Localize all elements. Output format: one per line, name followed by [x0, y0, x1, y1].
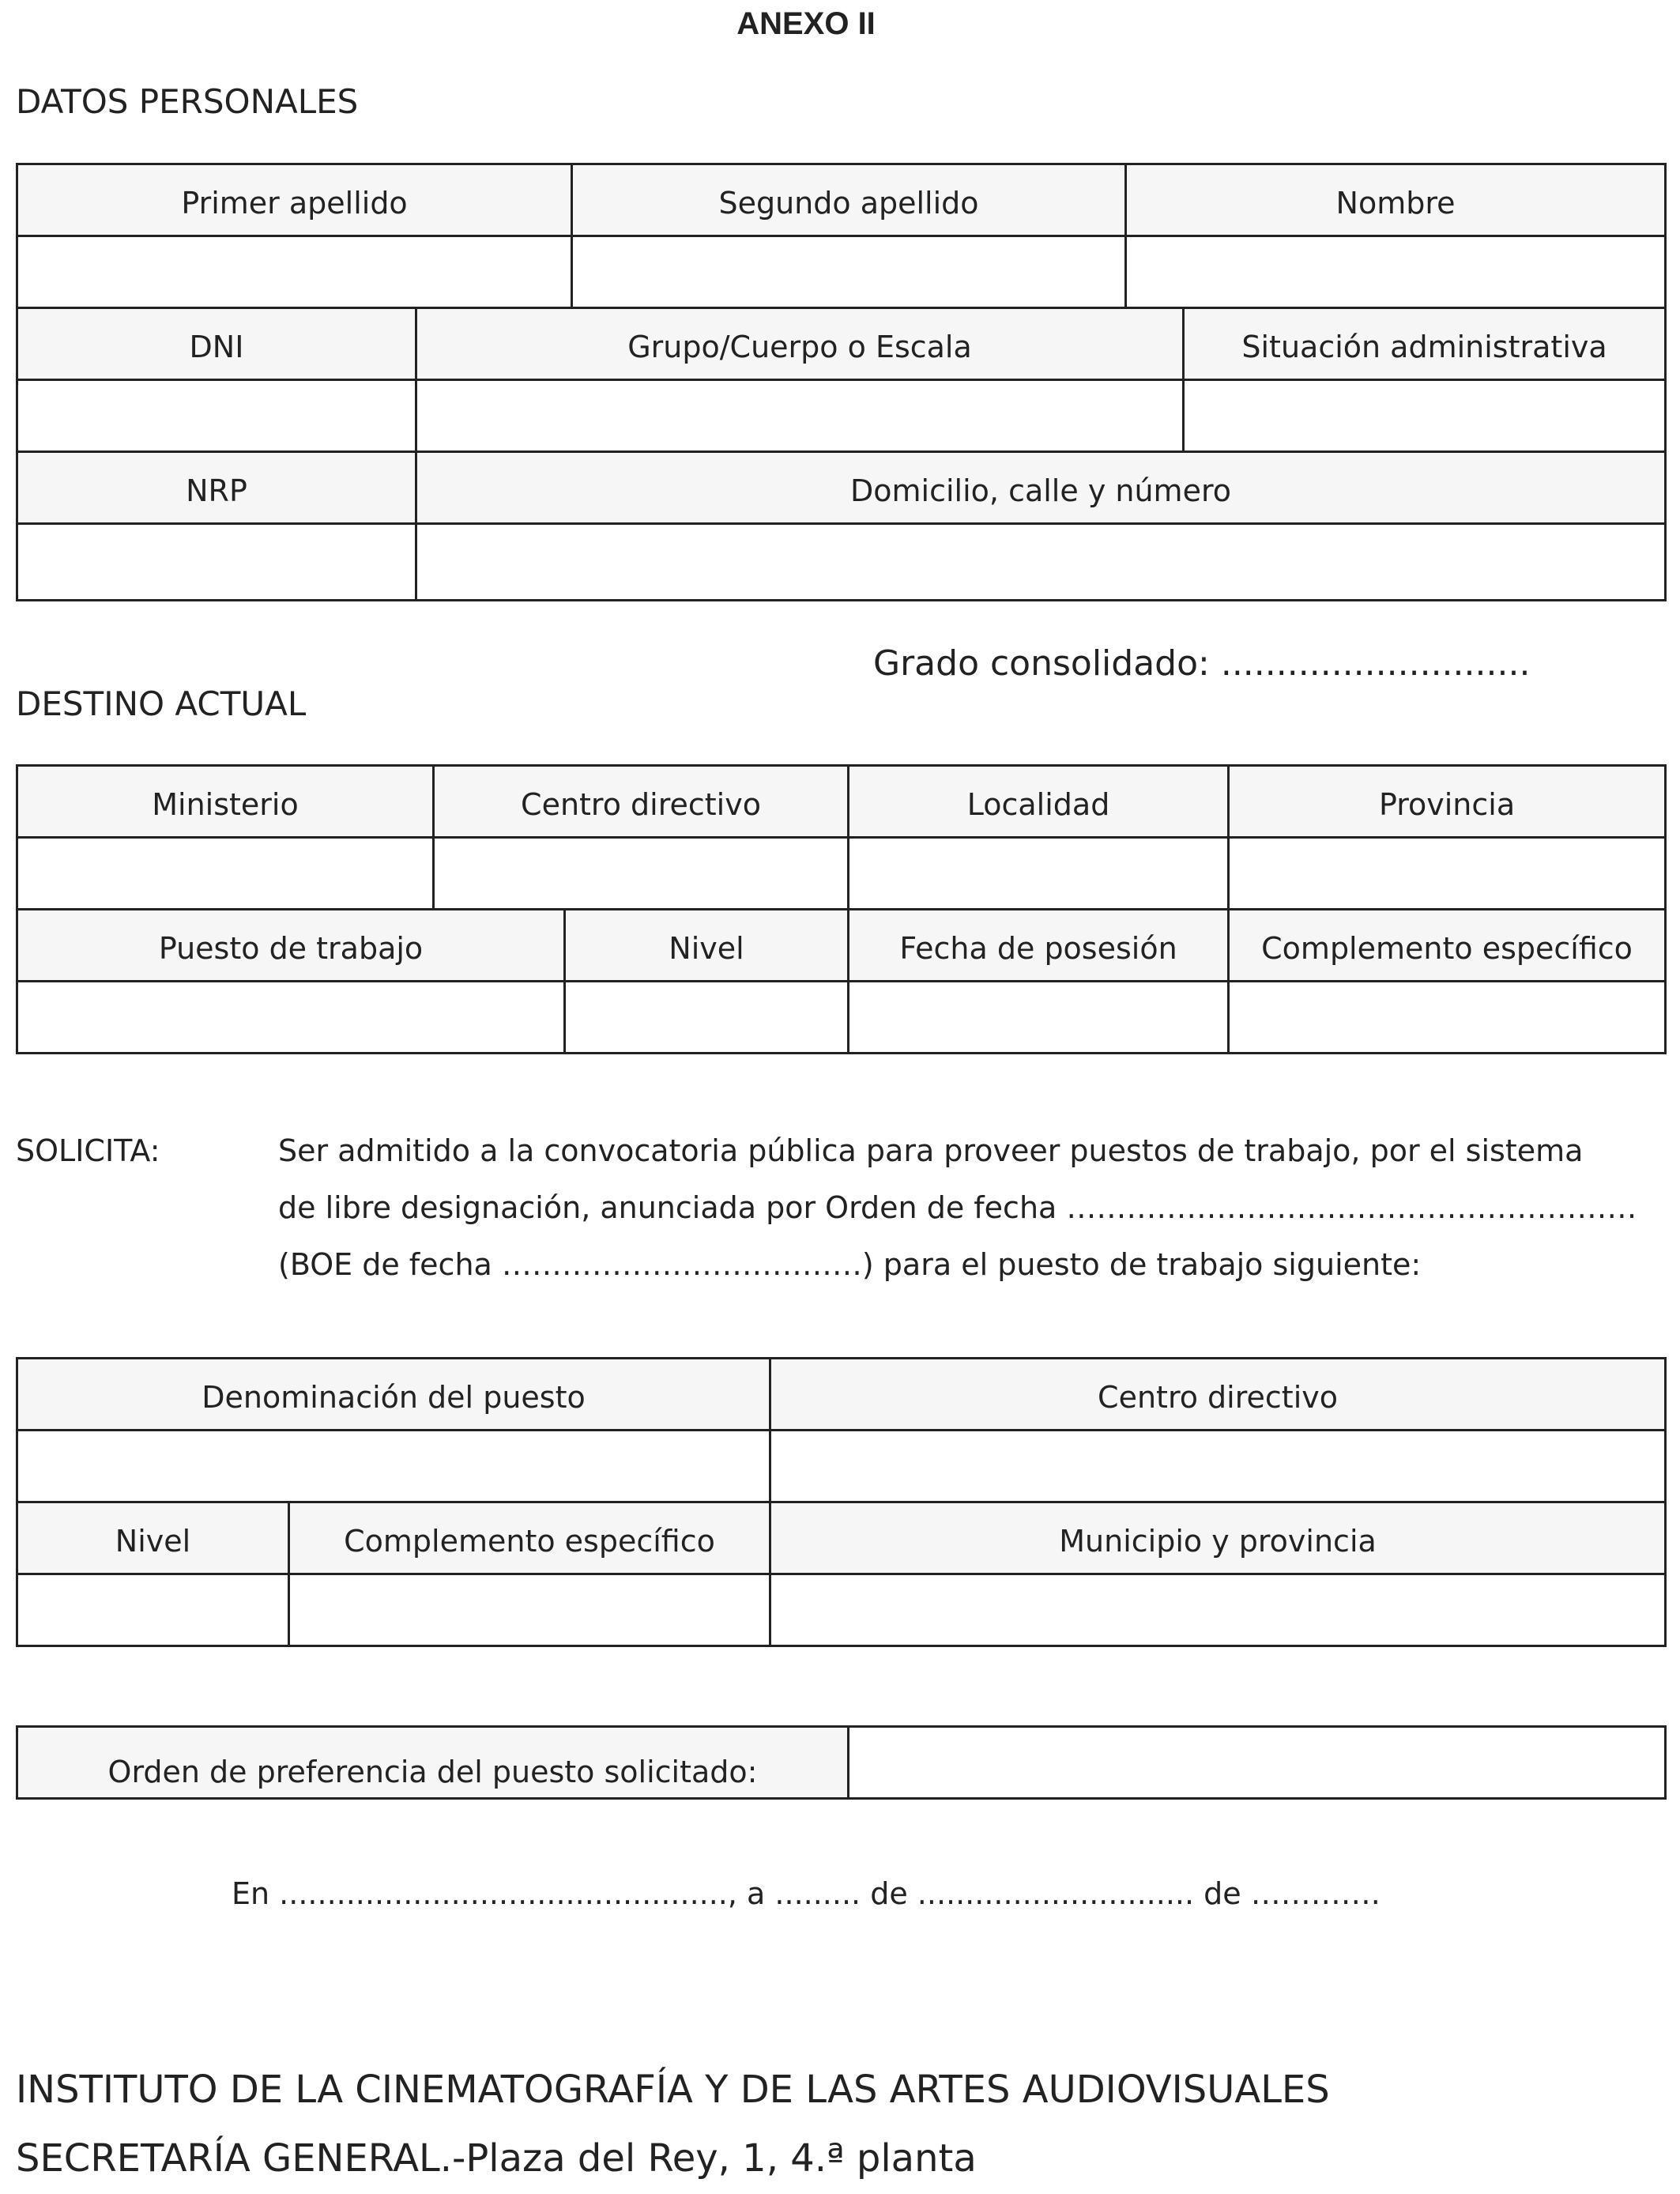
puesto-nivel-label: Nivel	[17, 1502, 289, 1574]
dni-label: DNI	[17, 308, 416, 380]
datos-personales-table	[16, 163, 1667, 601]
localidad-field[interactable]	[849, 838, 1229, 910]
nrp-field[interactable]	[17, 524, 416, 601]
centro-directivo-field[interactable]	[434, 838, 849, 910]
footer-institution: INSTITUTO DE LA CINEMATOGRAFÍA Y DE LAS ARTES AUDIOVISUALES	[16, 2068, 1330, 2112]
provincia-label: Provincia	[1229, 766, 1666, 838]
fecha-posesion-field[interactable]	[849, 982, 1229, 1054]
puesto-trabajo-field[interactable]	[17, 982, 565, 1054]
domicilio-label: Domicilio, calle y número	[416, 452, 1666, 524]
destino-actual-table	[16, 764, 1667, 1054]
municipio-provincia-label: Municipio y provincia	[770, 1502, 1666, 1574]
primer-apellido-label: Primer apellido	[17, 164, 572, 236]
puesto-complemento-field[interactable]	[289, 1574, 770, 1646]
puesto-nivel-field[interactable]	[17, 1574, 289, 1646]
solicita-label: SOLICITA:	[16, 1133, 160, 1168]
ministerio-field[interactable]	[17, 838, 434, 910]
puesto-centro-directivo-field[interactable]	[770, 1431, 1666, 1502]
nombre-field[interactable]	[1126, 236, 1666, 308]
primer-apellido-field[interactable]	[17, 236, 572, 308]
municipio-provincia-field[interactable]	[770, 1574, 1666, 1646]
orden-preferencia-label: Orden de preferencia del puesto solicitado:	[17, 1727, 849, 1799]
solicita-line-1: Ser admitido a la convocatoria pública para proveer puestos de trabajo, por el sistema	[278, 1133, 1584, 1168]
puesto-complemento-label: Complemento específico	[289, 1502, 770, 1574]
nombre-label: Nombre	[1126, 164, 1666, 236]
puesto-solicitado-table	[16, 1357, 1667, 1647]
fecha-lugar-line: En ..............................................., a ......... de ............................. de ………….	[232, 1876, 1381, 1911]
grupo-cuerpo-label: Grupo/Cuerpo o Escala	[416, 308, 1184, 380]
solicita-line-3: (BOE de fecha ………………………………) para el puesto de trabajo siguiente:	[278, 1247, 1422, 1282]
complemento-especifico-label: Complemento específico	[1229, 910, 1666, 982]
localidad-label: Localidad	[849, 766, 1229, 838]
centro-directivo-label: Centro directivo	[434, 766, 849, 838]
grado-consolidado: Grado consolidado: ............................	[873, 643, 1531, 684]
nivel-field[interactable]	[565, 982, 849, 1054]
domicilio-field[interactable]	[416, 524, 1666, 601]
nrp-label: NRP	[17, 452, 416, 524]
segundo-apellido-label: Segundo apellido	[572, 164, 1126, 236]
datos-personales-heading: DATOS PERSONALES	[16, 82, 359, 121]
orden-preferencia-table	[16, 1725, 1667, 1800]
grupo-cuerpo-field[interactable]	[416, 380, 1184, 452]
dni-field[interactable]	[17, 380, 416, 452]
denominacion-puesto-label: Denominación del puesto	[17, 1359, 770, 1431]
complemento-especifico-field[interactable]	[1229, 982, 1666, 1054]
orden-preferencia-field[interactable]	[849, 1727, 1666, 1799]
segundo-apellido-field[interactable]	[572, 236, 1126, 308]
puesto-centro-directivo-label: Centro directivo	[770, 1359, 1666, 1431]
destino-actual-heading: DESTINO ACTUAL	[16, 684, 307, 723]
provincia-field[interactable]	[1229, 838, 1666, 910]
situacion-administrativa-label: Situación administrativa	[1184, 308, 1666, 380]
denominacion-puesto-field[interactable]	[17, 1431, 770, 1502]
fecha-posesion-label: Fecha de posesión	[849, 910, 1229, 982]
puesto-trabajo-label: Puesto de trabajo	[17, 910, 565, 982]
document-title: ANEXO II	[736, 6, 876, 41]
solicita-line-2: de libre designación, anunciada por Orden de fecha …………………………………………………	[278, 1190, 1637, 1225]
nivel-label: Nivel	[565, 910, 849, 982]
situacion-administrativa-field[interactable]	[1184, 380, 1666, 452]
ministerio-label: Ministerio	[17, 766, 434, 838]
footer-address: SECRETARÍA GENERAL.-Plaza del Rey, 1, 4.ª planta	[16, 2136, 977, 2181]
